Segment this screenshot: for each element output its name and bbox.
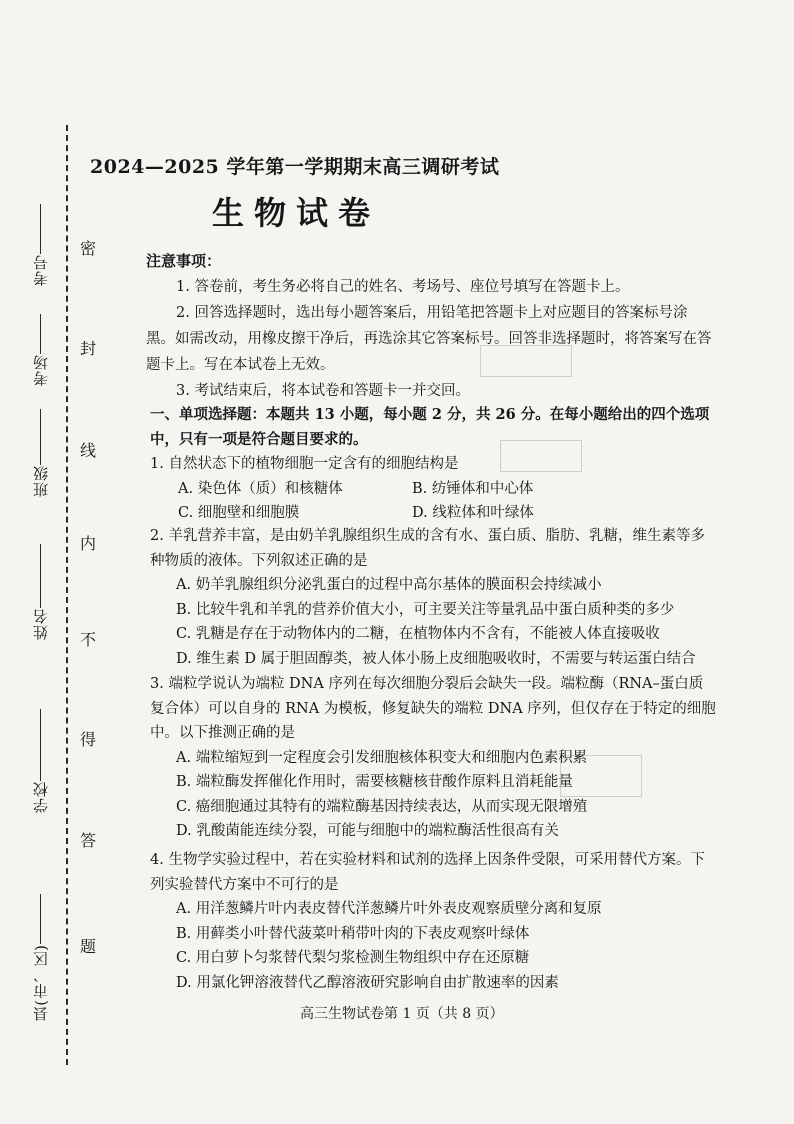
option-a: A. 染色体（质）和核糖体 xyxy=(178,480,343,497)
seal-char: 线 xyxy=(79,441,96,460)
fill-line xyxy=(40,204,41,254)
seal-char: 答 xyxy=(79,831,96,850)
option-d: D. 线粒体和叶绿体 xyxy=(412,505,534,521)
class-field xyxy=(20,405,60,497)
subject-title: 生物试卷 xyxy=(212,194,381,232)
question-stem: 2. 羊乳营养丰富，是由奶羊乳腺组织生成的含有水、蛋白质、脂肪、乳糖，维生素等多种物质的液体。下列叙述正确的是 xyxy=(150,528,705,569)
fill-line xyxy=(40,894,41,944)
question-stem: 1. 自然状态下的植物细胞一定含有的细胞结构是 xyxy=(150,456,459,472)
question-1 xyxy=(150,452,716,526)
seal-char: 不 xyxy=(79,630,96,649)
school-field xyxy=(20,705,60,813)
name-field xyxy=(20,540,60,640)
county-label: 县(市、区) xyxy=(31,944,50,1022)
question-4 xyxy=(150,848,716,995)
question-stem: 3. 端粒学说认为端粒 DNA 序列在每次细胞分裂后会缺失一段。端粒酶（RNA–蛋白质复合体）可以自身的 RNA 为模板，修复缺失的端粒 DNA 序列，但仅存在于特定的细胞中。以下推测正确的是 xyxy=(150,676,716,741)
exam-room-field xyxy=(20,310,60,386)
option-a: A. 用洋葱鳞片叶内表皮替代洋葱鳞片叶外表皮观察质壁分离和复原 xyxy=(176,901,602,917)
seal-char: 密 xyxy=(79,239,96,258)
seal-char: 题 xyxy=(79,937,96,956)
section-heading-text: 一、单项选择题：本题共 13 小题，每小题 2 分，共 26 分。在每小题给出的四个选项中，只有一项是符合题目要求的。 xyxy=(150,406,710,448)
option-c: C. 乳糖是存在于动物体内的二糖，在植物体内不含有，不能被人体直接吸收 xyxy=(176,626,660,642)
question-3 xyxy=(150,672,716,844)
exam-title: 2024—2025 学年第一学期期末高三调研考试 xyxy=(90,156,500,178)
option-d: D. 乳酸菌能连续分裂，可能与细胞中的端粒酶活性很高有关 xyxy=(176,823,559,839)
county-field xyxy=(20,890,60,1022)
seal-char: 得 xyxy=(79,730,96,749)
exam-number-label: 考号 xyxy=(31,254,50,286)
option-a: A. 奶羊乳腺组织分泌乳蛋白的过程中高尔基体的膜面积会持续减小 xyxy=(176,577,602,593)
question-stem: 4. 生物学实验过程中，若在实验材料和试剂的选择上因条件受限，可采用替代方案。下列实验替代方案中不可行的是 xyxy=(150,852,705,893)
option-c: C. 用白萝卜匀浆替代梨匀浆检测生物组织中存在还原糖 xyxy=(176,950,530,966)
exam-room-label: 考场 xyxy=(31,354,50,386)
notice-item: 1. 答卷前，考生务必将自己的姓名、考场号、座位号填写在答题卡上。 xyxy=(176,279,630,295)
option-c: C. 癌细胞通过其特有的端粒酶基因持续表达，从而实现无限增殖 xyxy=(176,798,588,815)
question-2 xyxy=(150,524,716,671)
seal-char: 封 xyxy=(79,339,96,358)
fill-line xyxy=(40,544,41,608)
seal-line xyxy=(66,125,68,1065)
option-a: A. 端粒缩短到一定程度会引发细胞核体积变大和细胞内色素积累 xyxy=(176,749,588,766)
notice-heading: 注意事项： xyxy=(146,252,222,270)
fill-line xyxy=(40,314,41,354)
option-c: C. 细胞壁和细胞膜 xyxy=(178,505,300,521)
section-heading xyxy=(150,402,710,452)
option-b: B. 比较牛乳和羊乳的营养价值大小，可主要关注等量乳品中蛋白质种类的多少 xyxy=(176,601,675,618)
name-label: 姓名 xyxy=(31,608,50,640)
notice-list xyxy=(146,274,716,404)
fill-line xyxy=(40,709,41,781)
binding-margin xyxy=(0,0,100,1124)
fill-line xyxy=(40,409,41,465)
class-label: 班级 xyxy=(31,465,50,497)
page-footer: 高三生物试卷第 1 页（共 8 页） xyxy=(300,1006,504,1022)
option-d: D. 用氯化钾溶液替代乙醇溶液研究影响自由扩散速率的因素 xyxy=(176,974,559,991)
option-b: B. 纺锤体和中心体 xyxy=(412,480,534,497)
notice-item: 2. 回答选择题时，选出每小题答案后，用铅笔把答题卡上对应题目的答案标号涂黑。如需改动，用橡皮擦干净后，再选涂其它答案标号。回答非选择题时，将答案写在答题卡上。写在本试卷上无效。 xyxy=(146,305,712,373)
option-b: B. 端粒酶发挥催化作用时，需要核糖核苷酸作原料且消耗能量 xyxy=(176,774,573,790)
option-d: D. 维生素 D 属于胆固醇类，被人体小肠上皮细胞吸收时，不需要与转运蛋白结合 xyxy=(176,650,696,667)
school-label: 学校 xyxy=(31,781,50,813)
exam-number-field xyxy=(20,200,60,286)
seal-char: 内 xyxy=(79,534,96,553)
notice-item: 3. 考试结束后，将本试卷和答题卡一并交回。 xyxy=(176,383,470,399)
option-b: B. 用藓类小叶替代菠菜叶稍带叶肉的下表皮观察叶绿体 xyxy=(176,925,530,942)
options-grid xyxy=(150,477,716,526)
